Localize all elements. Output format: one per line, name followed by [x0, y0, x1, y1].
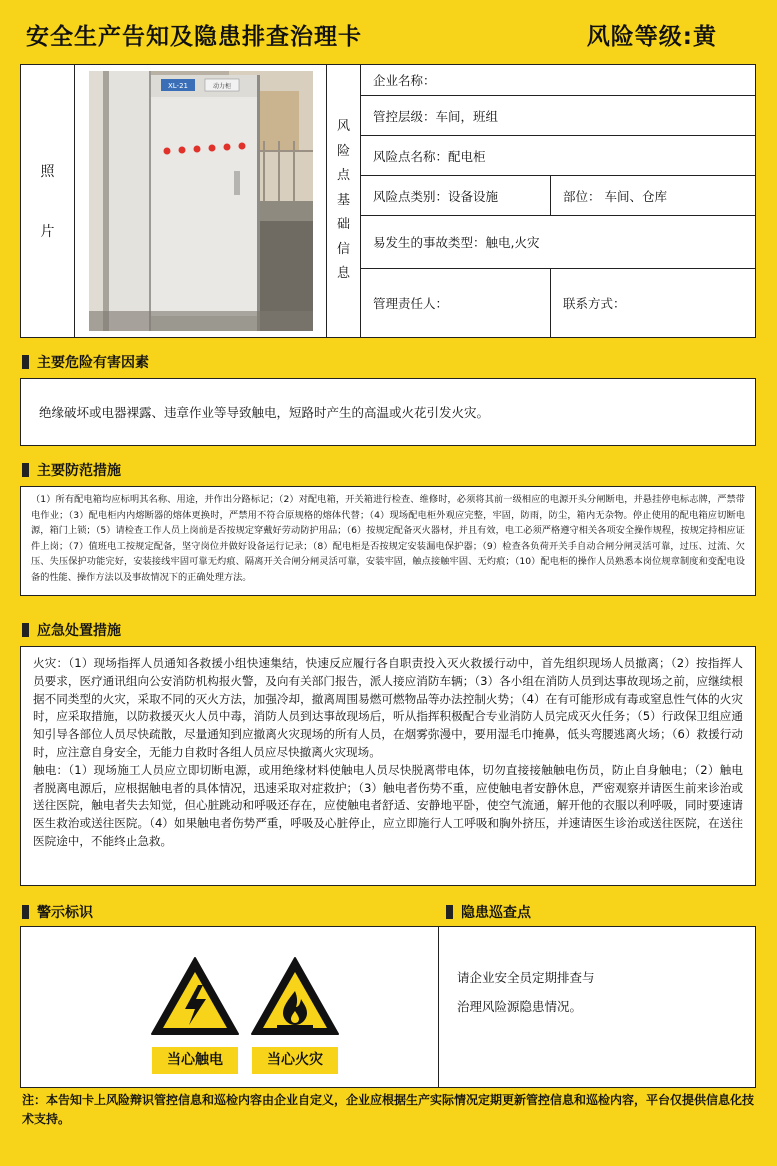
- page-title: 安全生产告知及隐患排查治理卡: [26, 23, 362, 50]
- risk-level: 风险等级:黄: [586, 23, 717, 50]
- header: [0, 0, 777, 68]
- section-marker: [22, 905, 29, 919]
- measures-box: [20, 486, 756, 596]
- patrol-line-1: 请企业安全员定期排查与: [457, 970, 595, 985]
- cabinet-label: XL-21: [167, 82, 189, 90]
- hazards-section-title: [22, 352, 149, 372]
- risk-label-char: 风: [336, 119, 350, 135]
- hazards-box: [20, 378, 756, 446]
- info-row-enterprise: [361, 65, 755, 96]
- shock-emergency-text: 触电：（1）现场施工人员应立即切断电源，或用绝缘材料使触电人员尽快脱离带电体，切勿直接接触触电伤员，防止自身触电；（2）触电者脱离电源后，应根据触电者的具体情况，迅速采取对症救护；（3）触电者伤势不重，应使触电者安静休息，严密观察并请医生前来诊治或送往医院，触电者失去知觉，但心脏跳动和呼吸还存在，应使触电者舒适、安静地平卧，使空气流通，解开他的衣服以利呼吸，同时要速请医生救治或送往医院。（4）如果触电者伤势严重，呼吸及心脏停止，应立即施行人工呼吸和胸外挤压，并速请医生诊治或送往医院，在送往医院途中，不能终止急救。: [33, 762, 743, 848]
- risk-label-char: 基: [336, 192, 350, 208]
- cabinet-photo: [89, 71, 313, 331]
- info-row-manager: [361, 269, 755, 337]
- measures-section-title: [22, 460, 121, 480]
- section-marker: [22, 623, 29, 637]
- hazards-title-text: 主要危险有害因素: [37, 355, 149, 371]
- measures-text: （1）所有配电箱均应标明其名称、用途，并作出分路标记；（2）对配电箱，开关箱进行检查、维修时，必须将其前一级相应的电源开头分闸断电，并悬挂停电标志牌，严禁带电作业；（3）配电柜内内熔断器的熔体更换时，严禁用不符合原规格的熔体代替；（4）现场配电柜外观应完整，牢固，防雨，防尘，箱内无杂物。停止使用的配电箱应切断电源，箱门上锁；（5）请检查工作人员上岗前是否按规定穿戴好劳动防护用品；（6）按规定配备灭火器材，并且有效，电工必须严格遵守相关各项安全操作规程，按规定持相应证件上岗；（7）值班电工按规定配备，坚守岗位并做好设备运行记录；（8）配电柜是否按规定安装漏电保护器；（9）检查各负荷开关手自动合闸分闸灵活可靠，过压、过流、欠压、失压保护功能完好，安装接线牢固可靠无灼痕、隔离开关合闸分闸灵活可靠，安装牢固，触点接触牢固、无灼痕；（10）配电柜的操作人员熟悉本岗位规章制度和变配电设备的性能、操作方法以及事故情况下的正确处理方法。: [31, 494, 745, 583]
- risk-label-char: 信: [336, 241, 350, 257]
- cabinet-plate: 动力柜: [212, 83, 232, 90]
- location: 部位： 车间、仓库: [563, 188, 667, 204]
- cabinet-photo-image: [89, 71, 313, 331]
- photo-cell: [75, 65, 327, 337]
- footer-note: 注：本告知卡上风险辩识管控信息和巡检内容由企业自定义，企业应根据生产实际情况定期更新管控信息和巡检内容，平台仅提供信息化技术支持。: [22, 1093, 755, 1126]
- info-rows: [361, 65, 755, 337]
- info-row-category: [361, 176, 755, 216]
- fire-emergency-text: 火灾：（1）现场指挥人员通知各救援小组快速集结，快速反应履行各自职责投入灭火救援行动中，首先组织现场人员撤离；（2）按指挥人员要求，医疗通讯组向公安消防机构报火警，及向有关部门报告，派人接应消防车辆；（3）各小组在消防人员到达事故现场之前，应继续根据不同类型的火灾，采取不同的灭火方法，加强冷却，撤离周围易燃可燃物品等办法控制火势；（4）在有可能形成有毒或窒息性气体的火灾时，应采取措施，以防救援灭火人员中毒，消防人员到达事故现场后，听从指挥积极配合专业消防人员完成灭火任务；（5）行政保卫组应通知引导各部位人员尽快疏散，尽量通知到应撤离火灾现场的所有人员，在烟雾弥漫中，要用湿毛巾掩鼻，低头弯腰逃离火场；（6）救援行动时，应注意自身安全，无能力自救时各组人员应尽快撤离火灾现场。: [33, 656, 743, 759]
- measures-title-text: 主要防范措施: [37, 463, 121, 479]
- photo-label-char: 片: [40, 224, 55, 240]
- info-row-risk-point-name: [361, 136, 755, 176]
- fire-warning-sign: [249, 955, 341, 1074]
- info-row-control-level: [361, 96, 755, 136]
- emergency-title-text: 应急处置措施: [37, 623, 121, 639]
- patrol-title-text: 隐患巡查点: [461, 905, 531, 921]
- emergency-box: [20, 646, 756, 886]
- manager: 管理责任人：: [361, 269, 551, 337]
- patrol-section-title: [446, 902, 531, 922]
- electric-warning-sign: [149, 955, 241, 1074]
- warning-section-title: [22, 902, 93, 922]
- section-marker: [446, 905, 453, 919]
- info-row-accident-type: [361, 216, 755, 269]
- fire-hazard-icon: [249, 955, 341, 1037]
- risk-point-name: 风险点名称：配电柜: [373, 148, 486, 164]
- risk-label-char: 点: [336, 168, 350, 184]
- electric-sign-label: 当心触电: [152, 1047, 238, 1074]
- enterprise-name: 企业名称：: [373, 73, 436, 88]
- patrol-line-2: 治理风险源隐患情况。: [457, 999, 583, 1014]
- photo-label: [21, 65, 75, 337]
- hazards-text: 绝缘破坏或电器裸露、违章作业等导致触电，短路时产生的高温或火花引发火灾。: [39, 405, 490, 420]
- electric-shock-icon: [149, 955, 241, 1037]
- risk-label-char: 础: [336, 217, 350, 233]
- risk-info-label: [327, 65, 361, 337]
- contact: 联系方式：: [563, 296, 626, 311]
- section-marker: [22, 463, 29, 477]
- warning-title-text: 警示标识: [37, 905, 93, 921]
- fire-sign-label: 当心火灾: [252, 1047, 338, 1074]
- risk-point-category: 风险点类别：设备设施: [361, 176, 551, 215]
- section-marker: [22, 355, 29, 369]
- control-level: 管控层级：车间，班组: [373, 108, 499, 124]
- bottom-box: [20, 926, 756, 1088]
- info-table: [20, 64, 756, 338]
- emergency-section-title: [22, 620, 121, 640]
- warning-signs-area: [21, 927, 439, 1087]
- patrol-text: [457, 963, 747, 1021]
- photo-label-char: 照: [40, 164, 55, 180]
- risk-label-char: 息: [336, 266, 350, 282]
- accident-type: 易发生的事故类型：触电,火灾: [373, 235, 540, 250]
- risk-label-char: 险: [336, 143, 350, 159]
